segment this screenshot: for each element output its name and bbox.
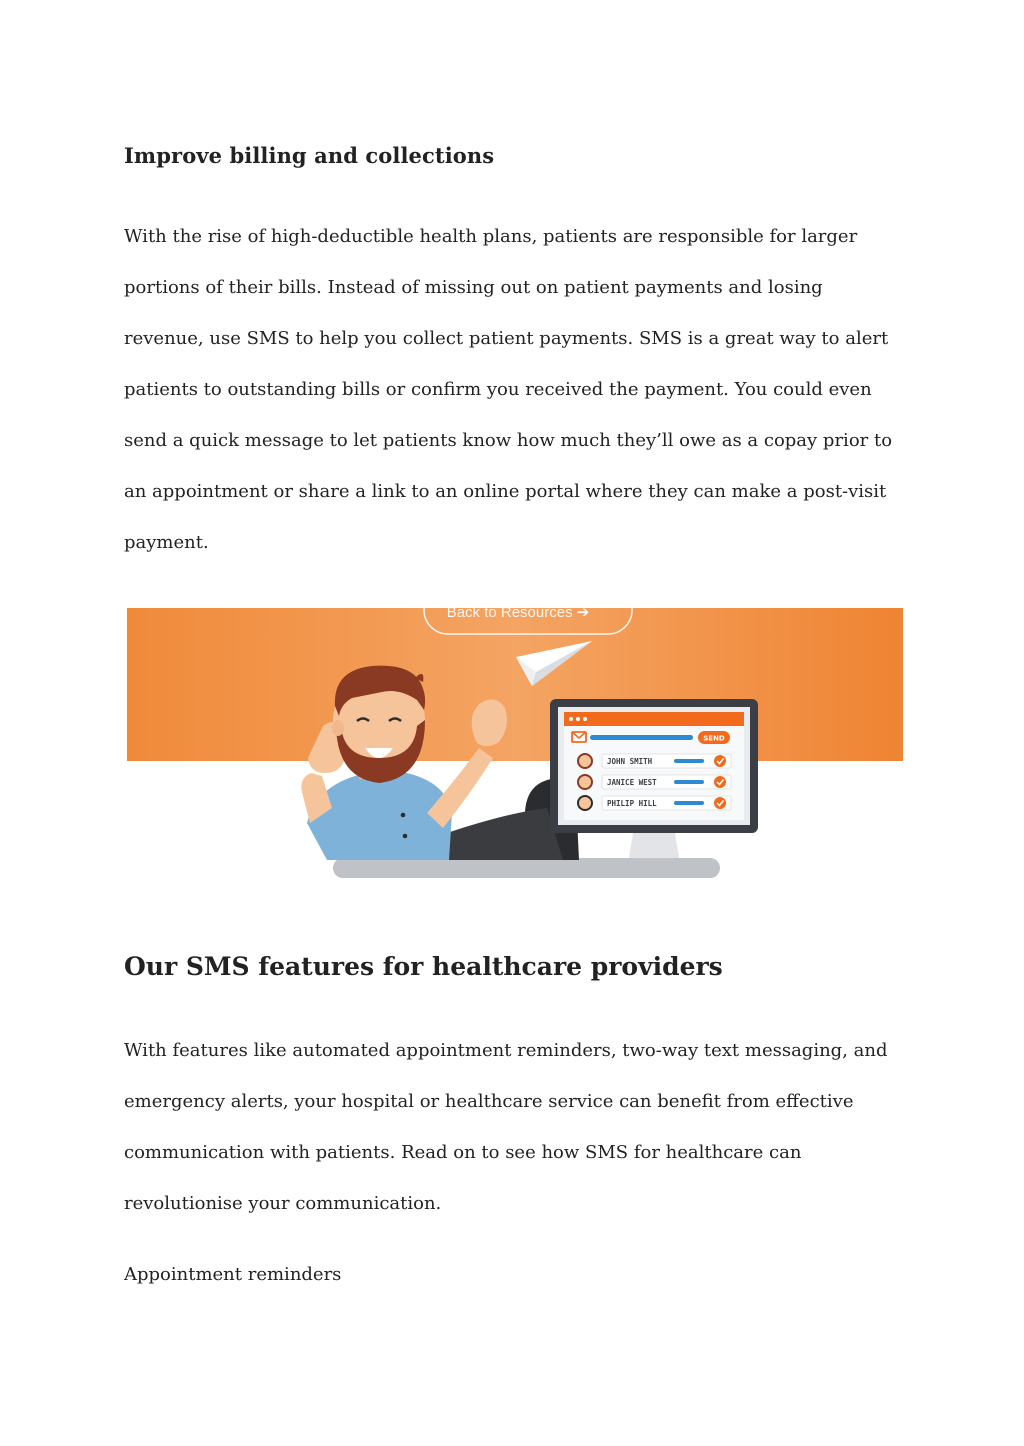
man-head [332,666,425,783]
orange-banner [127,608,903,761]
computer-monitor [550,699,758,858]
avatar [578,775,592,789]
section-heading-billing: Improve billing and collections [124,143,495,168]
monitor-stand [629,833,679,858]
hero-illustration [127,608,903,890]
contact-name: PHILIP HILL [607,799,657,808]
features-paragraph [124,1025,888,1229]
paragraph-line: send a quick message to let patients know how much they’ll owe as a copay prior to [124,430,893,451]
paragraph-line: communication with patients. Read on to see how SMS for healthcare can [124,1142,802,1163]
check-icon [714,755,726,767]
check-icon [714,776,726,788]
back-to-resources-label: Back to Resources ➔ [446,608,590,621]
subheading-appointment-reminders: Appointment reminders [124,1264,342,1285]
section-heading-features: Our SMS features for healthcare providers [124,952,723,981]
paragraph-line: emergency alerts, your hospital or healthcare service can benefit from effective [124,1091,854,1112]
shirt [307,773,452,860]
paragraph-line: payment. [124,532,209,553]
send-button[interactable] [698,731,730,744]
contact-name: JOHN SMITH [607,757,653,766]
paragraph-line: revenue, use SMS to help you collect patient payments. SMS is a great way to alert [124,328,889,349]
check-icon [714,797,726,809]
avatar [578,754,592,768]
paragraph-line: revolutionise your communication. [124,1193,442,1214]
paragraph-line: an appointment or share a link to an online portal where they can make a post-visit [124,481,887,502]
billing-paragraph [124,211,892,568]
contact-name: JANICE WEST [607,778,657,787]
paragraph-line: portions of their bills. Instead of missing out on patient payments and losing [124,277,823,298]
paragraph-line: With features like automated appointment reminders, two-way text messaging, and [124,1040,888,1061]
paragraph-line: patients to outstanding bills or confirm you received the payment. You could even [124,379,872,400]
paragraph-line: With the rise of high-deductible health plans, patients are responsible for larger [124,226,858,247]
avatar [578,796,592,810]
desk [333,858,720,878]
send-label: SEND [703,734,725,743]
